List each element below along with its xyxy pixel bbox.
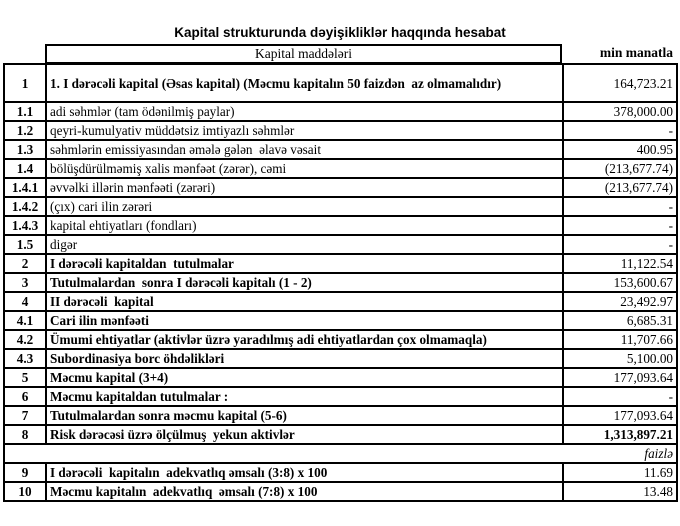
table-row <box>4 235 677 254</box>
row-value: 400.95 <box>563 140 677 159</box>
row-value: 11.69 <box>563 463 677 482</box>
row-number: 1.4 <box>4 159 46 178</box>
row-label: səhmlərin emissiyasından əmələ gələn əlavə vəsait <box>46 140 563 159</box>
row-number: 1.5 <box>4 235 46 254</box>
row-number: 1.4.2 <box>4 197 46 216</box>
row-value: 6,685.31 <box>563 311 677 330</box>
table-row <box>4 387 677 406</box>
row-value: 177,093.64 <box>563 368 677 387</box>
table-row <box>4 140 677 159</box>
row-number: 1.3 <box>4 140 46 159</box>
row-value: - <box>563 216 677 235</box>
row-value: - <box>563 121 677 140</box>
row-value: 177,093.64 <box>563 406 677 425</box>
table-row <box>4 311 677 330</box>
row-value: - <box>563 197 677 216</box>
row-value: 153,600.67 <box>563 273 677 292</box>
row-number: 6 <box>4 387 46 406</box>
row-label: digər <box>46 235 563 254</box>
row-value: 23,492.97 <box>563 292 677 311</box>
table-row <box>4 121 677 140</box>
row-number: 1.2 <box>4 121 46 140</box>
row-number: 4.2 <box>4 330 46 349</box>
row-number: 8 <box>4 425 46 444</box>
capital-structure-table <box>3 63 678 502</box>
header-capital-items: Kapital maddələri <box>45 44 562 64</box>
row-label: bölüşdürülməmiş xalis mənfəət (zərər), cəmi <box>46 159 563 178</box>
table-row <box>4 330 677 349</box>
row-value: (213,677.74) <box>563 159 677 178</box>
row-number: 4 <box>4 292 46 311</box>
header-unit-label: min manatla <box>599 45 673 60</box>
row-number: 1.4.1 <box>4 178 46 197</box>
row-value: - <box>563 235 677 254</box>
row-label: əvvəlki illərin mənfəəti (zərəri) <box>46 178 563 197</box>
row-value: 1,313,897.21 <box>563 425 677 444</box>
table-row <box>4 406 677 425</box>
row-number: 7 <box>4 406 46 425</box>
table-row <box>4 254 677 273</box>
table-row <box>4 349 677 368</box>
table-row <box>4 178 677 197</box>
row-value: (213,677.74) <box>563 178 677 197</box>
row-value: 11,707.66 <box>563 330 677 349</box>
row-label: qeyri-kumulyativ müddətsiz imtiyazlı səhmlər <box>46 121 563 140</box>
row-number: 1 <box>4 64 46 102</box>
table-row <box>4 368 677 387</box>
row-label: Məcmu kapital (3+4) <box>46 368 563 387</box>
table-row <box>4 216 677 235</box>
row-label: Məcmu kapitaldan tutulmalar : <box>46 387 563 406</box>
row-label: Cari ilin mənfəəti <box>46 311 563 330</box>
row-label: kapital ehtiyatları (fondları) <box>46 216 563 235</box>
table-row <box>4 292 677 311</box>
unit-note-row <box>4 444 677 463</box>
row-number: 4.1 <box>4 311 46 330</box>
table-row <box>4 159 677 178</box>
row-number: 2 <box>4 254 46 273</box>
row-value: - <box>563 387 677 406</box>
row-label: Subordinasiya borc öhdəlikləri <box>46 349 563 368</box>
row-label: II dərəcəli kapital <box>46 292 563 311</box>
row-label: Tutulmalardan sonra I dərəcəli kapitalı (1 - 2) <box>46 273 563 292</box>
row-value: 13.48 <box>563 482 677 501</box>
row-number: 1.4.3 <box>4 216 46 235</box>
row-label: Ümumi ehtiyatlar (aktivlər üzrə yaradılmış adi ehtiyatlardan çox olmamaqla) <box>46 330 563 349</box>
table-row <box>4 463 677 482</box>
row-label: Risk dərəcəsi üzrə ölçülmuş yekun aktivlər <box>46 425 563 444</box>
row-number: 10 <box>4 482 46 501</box>
row-label: I dərəcəli kapitalın adekvatlıq əmsalı (3:8) x 100 <box>46 463 563 482</box>
row-number: 9 <box>4 463 46 482</box>
row-label: I dərəcəli kapitaldan tutulmalar <box>46 254 563 273</box>
row-label: adi səhmlər (tam ödənilmiş paylar) <box>46 102 563 121</box>
row-value: 164,723.21 <box>563 64 677 102</box>
row-label: (çıx) cari ilin zərəri <box>46 197 563 216</box>
row-label: 1. I dərəcəli kapital (Əsas kapital) (Məcmu kapitalın 50 faizdən az olmamalıdır) <box>46 64 563 102</box>
table-row <box>4 425 677 444</box>
table-row <box>4 273 677 292</box>
row-number: 3 <box>4 273 46 292</box>
table-row <box>4 64 677 102</box>
table-row <box>4 197 677 216</box>
row-number: 5 <box>4 368 46 387</box>
unit-note-label: faizlə <box>4 444 677 463</box>
row-label: Tutulmalardan sonra məcmu kapital (5-6) <box>46 406 563 425</box>
table-body <box>4 64 677 501</box>
row-value: 11,122.54 <box>563 254 677 273</box>
row-label: Məcmu kapitalın adekvatlıq əmsalı (7:8) x 100 <box>46 482 563 501</box>
table-row <box>4 482 677 501</box>
report-title: Kapital strukturunda dəyişikliklər haqqında hesabat <box>174 25 506 40</box>
row-value: 378,000.00 <box>563 102 677 121</box>
row-number: 1.1 <box>4 102 46 121</box>
row-value: 5,100.00 <box>563 349 677 368</box>
row-number: 4.3 <box>4 349 46 368</box>
table-row <box>4 102 677 121</box>
